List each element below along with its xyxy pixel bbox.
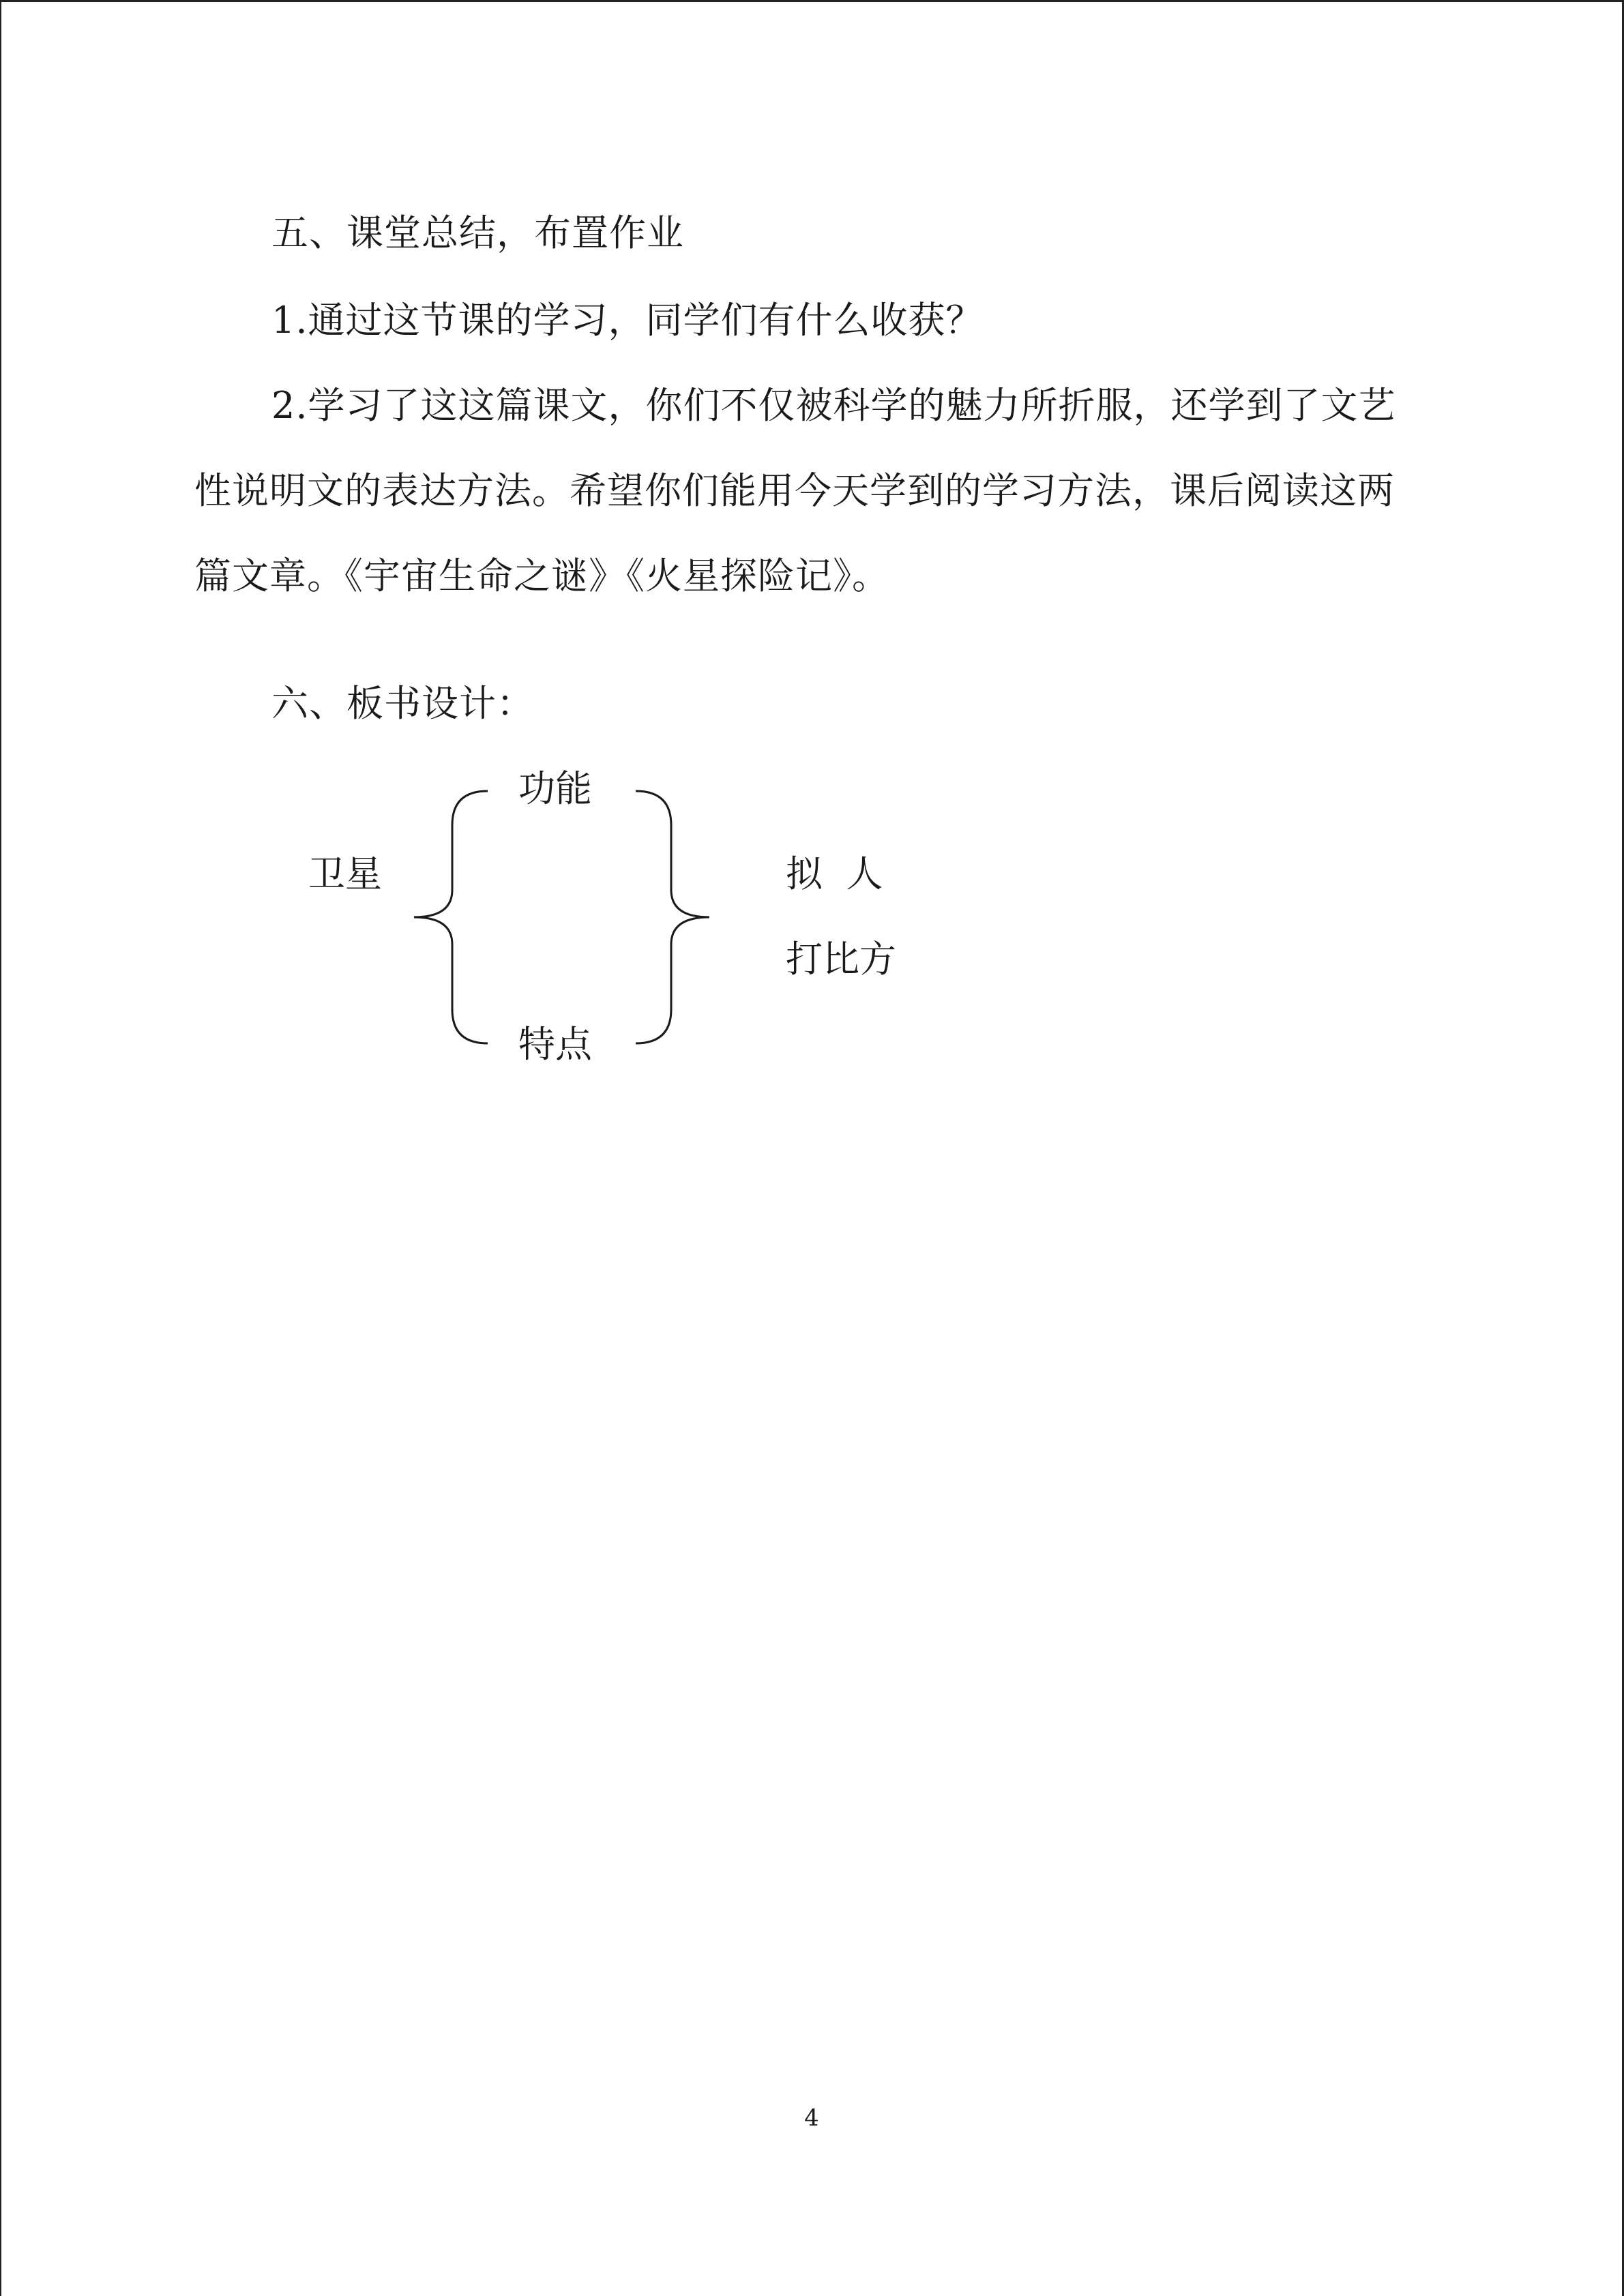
section5-item2-line2: 性说明文的表达方法。希望你们能用今天学到的学习方法，课后阅读这两 <box>194 469 1395 512</box>
section5-item1: 1.通过这节课的学习，同学们有什么收获？ <box>271 299 984 342</box>
section5-heading: 五、课堂总结，布置作业 <box>271 211 684 254</box>
section6-heading: 六、板书设计： <box>271 682 534 725</box>
diagram-right-top-label: 拟 人 <box>786 852 883 895</box>
section5-item2-line1: 2.学习了这这篇课文，你们不仅被科学的魅力所折服，还学到了文艺 <box>271 384 1396 427</box>
page-number: 4 <box>804 2104 819 2132</box>
section5-item2-line3: 篇文章。《宇宙生命之谜》《火星探险记》。 <box>194 554 889 597</box>
diagram-right-bottom-label: 打比方 <box>786 938 896 981</box>
diagram-left-label: 卫星 <box>308 852 382 895</box>
diagram-bottom-label: 特点 <box>518 1023 592 1066</box>
diagram-top-label: 功能 <box>518 767 592 810</box>
